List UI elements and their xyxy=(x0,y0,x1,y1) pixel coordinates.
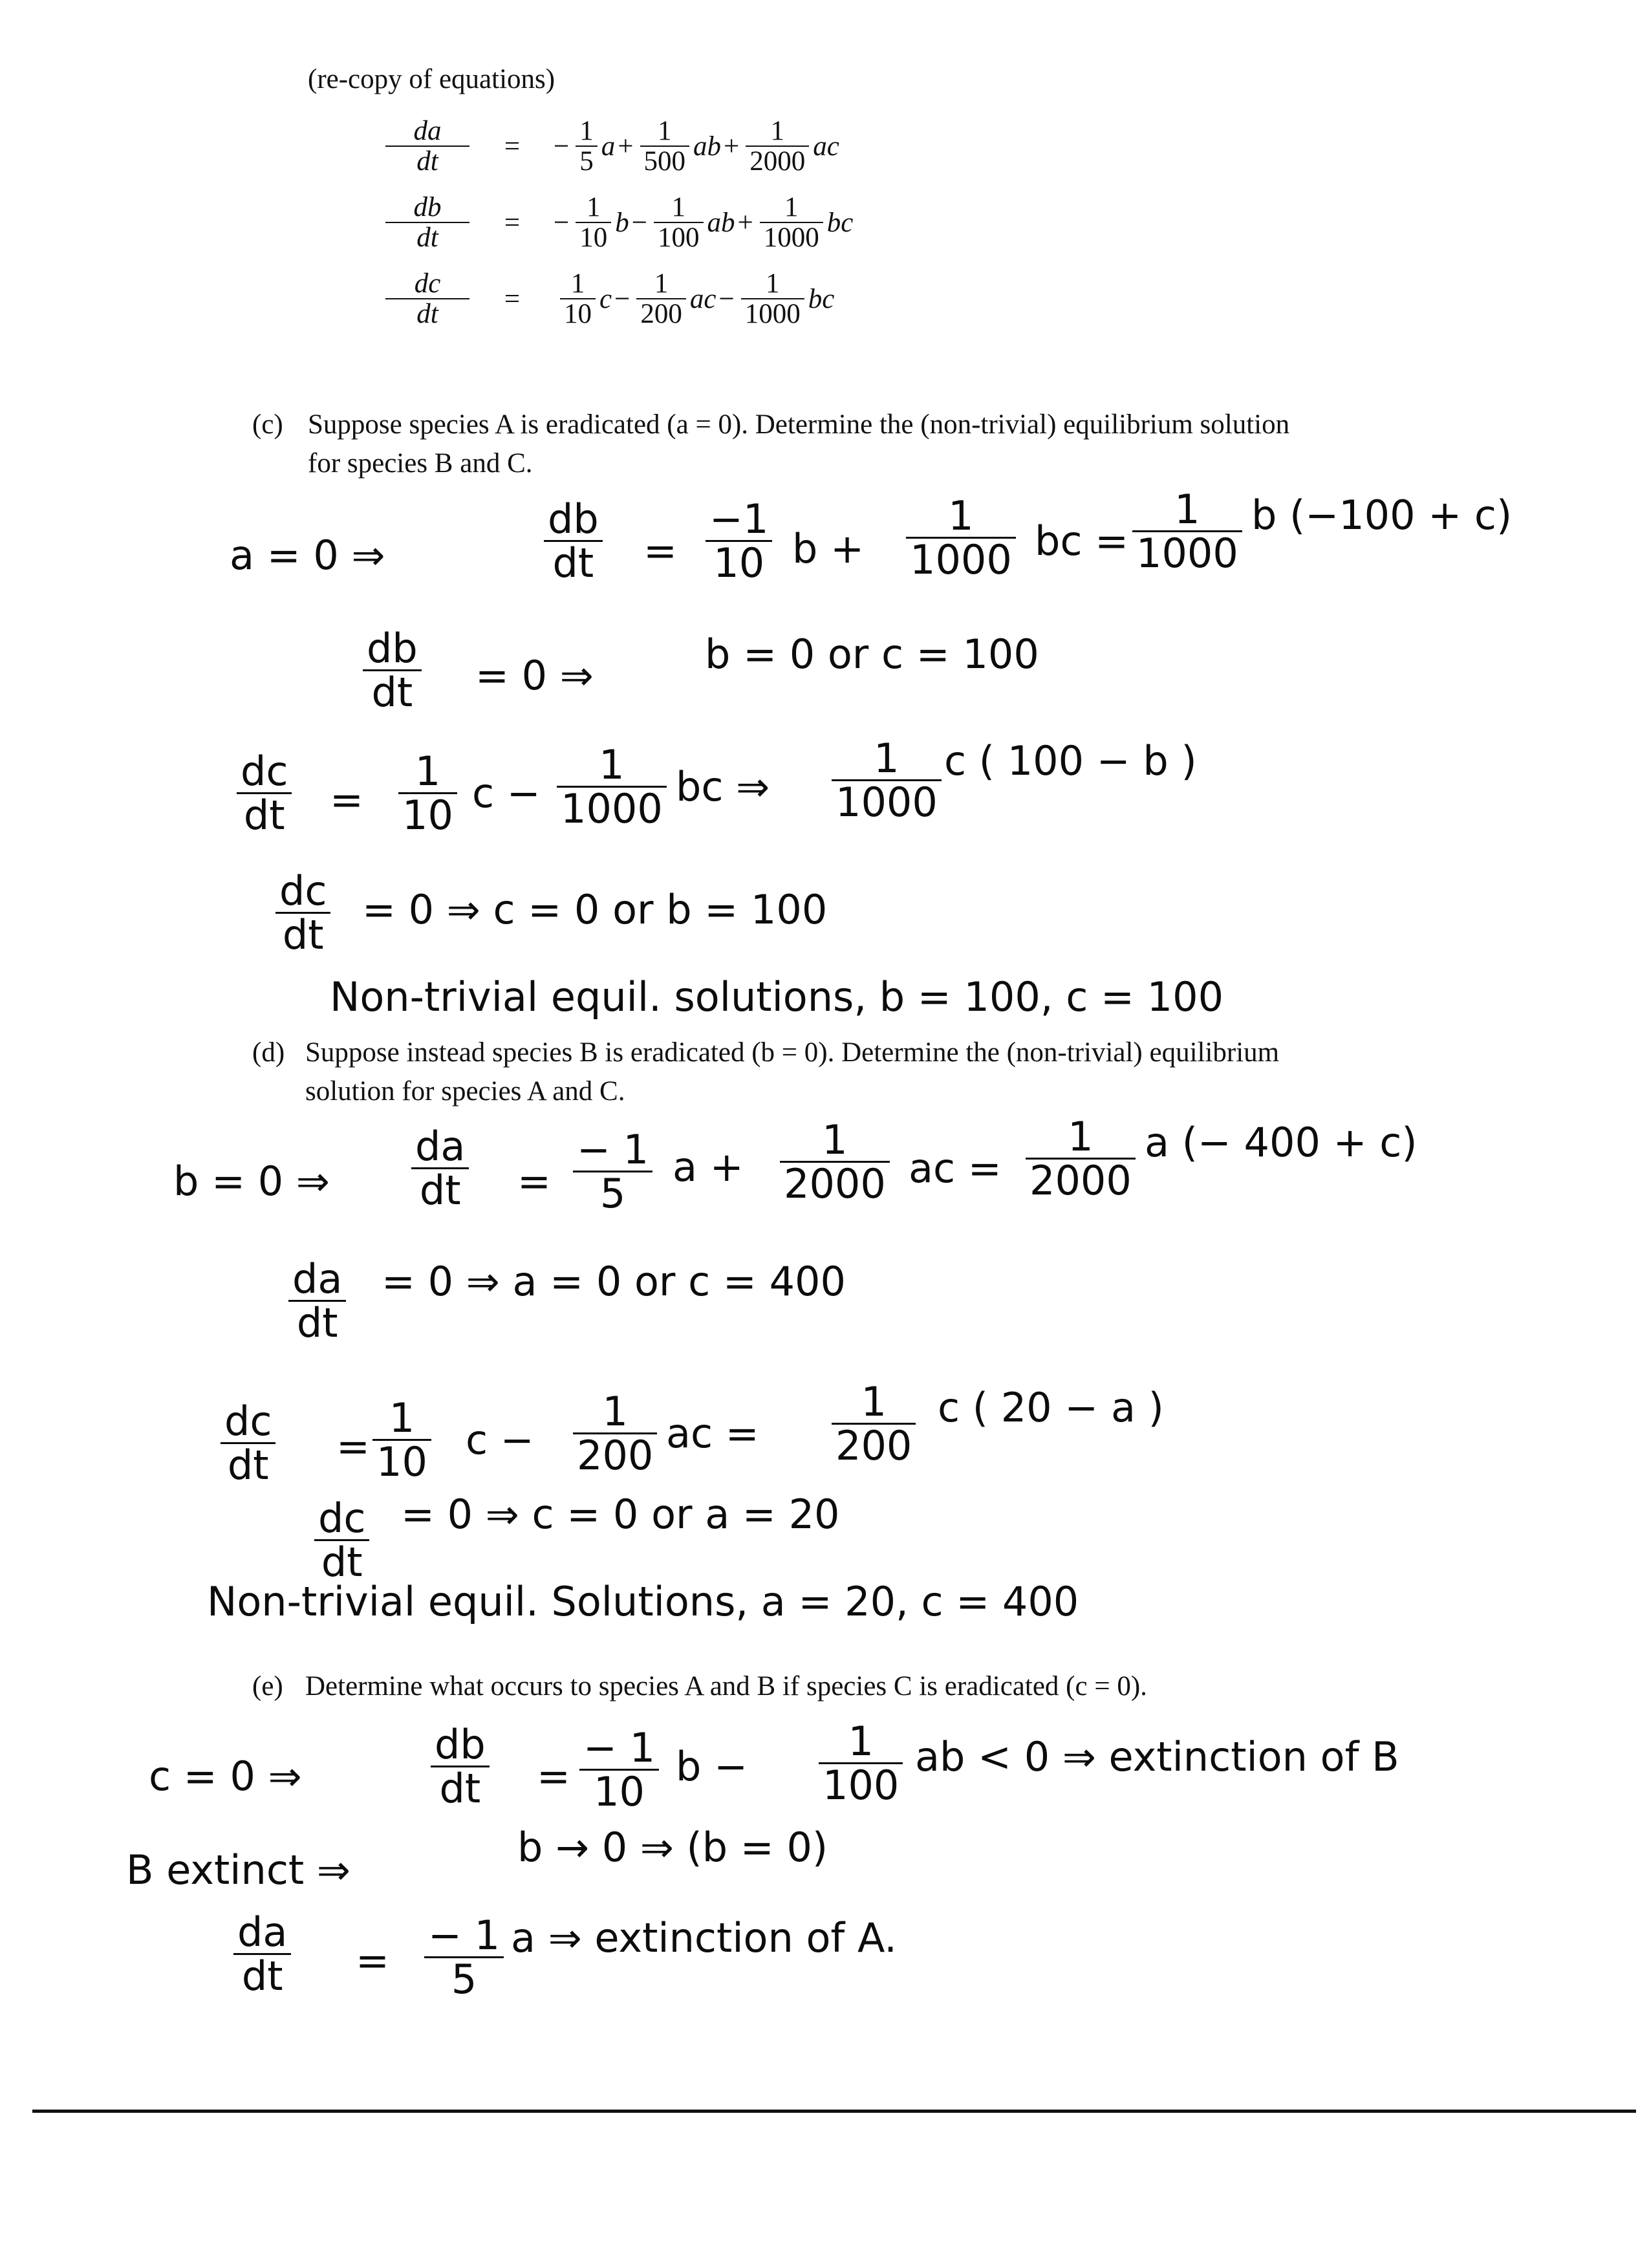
hand-d-ac-eq: ac = xyxy=(909,1145,1002,1192)
hand-d-two-hundredth-2 xyxy=(828,1378,920,1470)
hand-c-dc-dt xyxy=(233,748,296,839)
hand-c-eq-2: = xyxy=(330,776,363,823)
one-numerator-3: 1 xyxy=(398,750,457,794)
dt-denominator: dt xyxy=(552,539,594,587)
dt-denominator-d2: dt xyxy=(296,1299,338,1347)
hand-d-two-thousandth xyxy=(776,1116,894,1208)
hand-c-b-or-c: b = 0 or c = 100 xyxy=(705,631,1039,678)
coefficient-fraction xyxy=(640,116,690,176)
hand-d-c-or-a: = 0 ⇒ c = 0 or a = 20 xyxy=(401,1491,840,1538)
hand-d-eq-2: = xyxy=(336,1423,370,1470)
coefficient-denominator: 100 xyxy=(658,222,700,254)
hand-e-hundredth xyxy=(815,1718,907,1809)
equation-lhs xyxy=(385,116,469,176)
hand-e-eq: = xyxy=(537,1753,570,1800)
hand-c-thousandth xyxy=(902,492,1020,584)
term-operator: + xyxy=(737,207,753,238)
part-c-line2: for species B and C. xyxy=(308,448,533,479)
coefficient-fraction xyxy=(760,193,823,252)
coefficient-denominator: 1000 xyxy=(744,299,801,330)
hand-c-factor: b (−100 + c) xyxy=(1251,491,1513,539)
term-operator: − xyxy=(614,283,630,314)
hand-c-a-zero: a = 0 ⇒ xyxy=(230,532,385,579)
hand-e-c-zero: c = 0 ⇒ xyxy=(149,1753,302,1800)
hand-e-b-to-zero: b → 0 ⇒ (b = 0) xyxy=(517,1824,828,1871)
hand-d-c-minus: c − xyxy=(466,1416,534,1463)
term-operator: − xyxy=(718,283,735,314)
thousand-denominator-2: 1000 xyxy=(1136,530,1238,578)
coefficient-numerator: 1 xyxy=(741,269,804,299)
two-thousand-denominator: 2000 xyxy=(784,1160,886,1208)
hand-d-a-plus: a + xyxy=(673,1143,744,1191)
dt-denominator-d3: dt xyxy=(227,1442,269,1489)
hand-c-c-or-b: = 0 ⇒ c = 0 or b = 100 xyxy=(362,886,828,933)
hand-d-a-or-c: = 0 ⇒ a = 0 or c = 400 xyxy=(382,1258,846,1305)
hand-c-c-minus: c − xyxy=(472,770,541,817)
one-numerator-4: 1 xyxy=(557,744,667,788)
lhs-denominator: dt xyxy=(416,146,438,177)
hand-c-db-dt-2 xyxy=(359,625,426,717)
part-c-label: (c) xyxy=(252,409,283,440)
five-denominator-e: 5 xyxy=(451,1956,477,2003)
one-numerator-d3: 1 xyxy=(372,1397,431,1441)
hand-c-eq: = xyxy=(643,527,677,574)
hand-e-minus-tenth xyxy=(576,1724,663,1816)
coefficient-numerator: 1 xyxy=(654,193,704,223)
one-numerator-d4: 1 xyxy=(573,1390,657,1434)
minus-one-numerator-e2: − 1 xyxy=(424,1914,504,1958)
minus-one-numerator: −1 xyxy=(706,498,772,542)
hand-d-da-dt-2 xyxy=(285,1255,350,1347)
one-numerator-d2: 1 xyxy=(1026,1116,1136,1160)
coefficient-numerator: 1 xyxy=(636,269,686,299)
db-numerator-e: db xyxy=(431,1723,490,1767)
hand-d-ac-eq-2: ac = xyxy=(666,1410,759,1457)
db-numerator: db xyxy=(544,498,603,542)
hand-c-thousandth-2 xyxy=(1128,486,1246,578)
hand-e-minus-fifth xyxy=(420,1912,508,2003)
one-numerator-e: 1 xyxy=(819,1720,903,1764)
hand-d-two-hundredth xyxy=(569,1388,661,1480)
term-operator: − xyxy=(554,207,570,238)
hand-d-da-dt xyxy=(407,1123,473,1215)
part-e-label: (e) xyxy=(252,1671,283,1701)
coefficient-numerator: 1 xyxy=(576,193,611,223)
coefficient-numerator: 1 xyxy=(760,193,823,223)
equation-lhs xyxy=(385,193,469,252)
one-numerator-5: 1 xyxy=(832,737,942,781)
hand-d-c-factor: c ( 20 − a ) xyxy=(938,1384,1164,1431)
term-variable: ac xyxy=(813,131,839,162)
da-numerator-e: da xyxy=(233,1911,291,1955)
hand-c-bc-implies: bc ⇒ xyxy=(676,763,770,810)
hand-e-db-dt xyxy=(427,1721,493,1813)
thousand-denominator: 1000 xyxy=(910,536,1012,584)
ten-denominator-2: 10 xyxy=(402,792,453,839)
equals-sign: = xyxy=(504,283,521,314)
coefficient-denominator: 2000 xyxy=(749,146,806,177)
hand-d-dc-dt xyxy=(217,1398,279,1489)
lhs-numerator: dc xyxy=(385,269,469,299)
term-variable: ac xyxy=(689,283,717,314)
da-numerator-2: da xyxy=(288,1258,346,1302)
lhs-denominator: dt xyxy=(416,299,438,330)
one-numerator: 1 xyxy=(906,495,1016,539)
thousand-denominator-4: 1000 xyxy=(835,779,938,826)
term-variable: ab xyxy=(707,207,735,238)
part-d-line2: solution for species A and C. xyxy=(305,1076,625,1107)
system-equation-2 xyxy=(382,193,853,252)
hand-c-bc-eq: bc = xyxy=(1035,517,1129,565)
two-hundred-denominator-2: 200 xyxy=(835,1422,912,1470)
five-denominator: 5 xyxy=(599,1170,626,1218)
hand-c-minus-tenth xyxy=(702,495,776,587)
hand-c-db-dt xyxy=(540,495,607,587)
coefficient-fraction xyxy=(654,193,704,252)
dc-numerator-2: dc xyxy=(275,870,330,914)
hand-c-zero-implies: = 0 ⇒ xyxy=(475,652,594,699)
coefficient-fraction xyxy=(636,269,686,329)
dc-numerator-d: dc xyxy=(221,1400,275,1444)
coefficient-numerator: 1 xyxy=(560,269,596,299)
dt-denominator-2: dt xyxy=(371,669,413,717)
hand-e-da-dt xyxy=(230,1908,295,2000)
hand-d-minus-fifth xyxy=(569,1126,656,1218)
term-variable: ab xyxy=(693,131,722,162)
hand-d-eq: = xyxy=(517,1158,551,1205)
one-numerator-2: 1 xyxy=(1132,488,1242,532)
hand-c-c-factor: c ( 100 − b ) xyxy=(944,737,1197,784)
equals-sign: = xyxy=(504,131,521,162)
two-hundred-denominator: 200 xyxy=(577,1432,654,1480)
term-operator: + xyxy=(724,131,740,162)
term-operator: + xyxy=(618,131,634,162)
lhs-numerator: db xyxy=(385,193,469,223)
system-equation-1 xyxy=(382,116,839,176)
coefficient-fraction xyxy=(741,269,804,329)
thousand-denominator-3: 1000 xyxy=(561,785,663,833)
system-equation-3 xyxy=(382,269,834,329)
coefficient-numerator: 1 xyxy=(576,116,598,147)
coefficient-fraction xyxy=(576,193,611,252)
hand-d-tenth xyxy=(369,1394,435,1486)
ten-denominator: 10 xyxy=(713,539,765,587)
part-c-line1: Suppose species A is eradicated (a = 0). Determine the (non-trivial) equilibrium solution xyxy=(308,409,1290,440)
minus-one-numerator-e: − 1 xyxy=(579,1727,659,1771)
coefficient-fraction xyxy=(576,116,598,176)
hand-c-tenth xyxy=(394,748,461,839)
hand-e-b-minus: b − xyxy=(676,1743,748,1790)
coefficient-numerator: 1 xyxy=(746,116,809,147)
hand-e-b-extinct: B extinct ⇒ xyxy=(126,1846,350,1894)
hand-c-thousandth-4 xyxy=(828,735,945,826)
two-thousand-denominator-2: 2000 xyxy=(1029,1157,1132,1205)
one-numerator-d5: 1 xyxy=(832,1381,916,1425)
coefficient-denominator: 5 xyxy=(579,146,594,177)
coefficient-fraction xyxy=(746,116,809,176)
recopy-header: (re-copy of equations) xyxy=(308,64,555,94)
dt-denominator-e: dt xyxy=(439,1765,481,1813)
db-numerator-2: db xyxy=(363,627,422,671)
coefficient-fraction xyxy=(560,269,596,329)
minus-one-numerator-d: − 1 xyxy=(573,1129,652,1172)
equation-lhs xyxy=(385,269,469,329)
hand-d-two-thousandth-2 xyxy=(1022,1113,1139,1205)
dt-denominator-4: dt xyxy=(282,911,324,959)
da-numerator: da xyxy=(411,1125,469,1169)
term-variable: bc xyxy=(808,283,835,314)
dt-denominator-d4: dt xyxy=(321,1539,363,1586)
hand-d-b-zero: b = 0 ⇒ xyxy=(173,1158,330,1205)
coefficient-denominator: 500 xyxy=(643,146,686,177)
coefficient-denominator: 10 xyxy=(564,299,592,330)
dc-numerator: dc xyxy=(237,750,292,794)
coefficient-numerator: 1 xyxy=(640,116,690,147)
term-operator: − xyxy=(554,131,570,162)
hand-e-extinction-a: a ⇒ extinction of A. xyxy=(511,1914,897,1961)
coefficient-denominator: 200 xyxy=(640,299,682,330)
hundred-denominator: 100 xyxy=(823,1762,900,1809)
part-e-line1: Determine what occurs to species A and B if species C is eradicated (c = 0). xyxy=(305,1671,1147,1701)
hand-e-ab-extinction-b: ab < 0 ⇒ extinction of B xyxy=(915,1733,1399,1780)
one-numerator-d: 1 xyxy=(780,1119,890,1163)
hand-c-dc-dt-2 xyxy=(272,867,334,959)
hand-d-a-factor: a (− 400 + c) xyxy=(1145,1119,1417,1166)
equals-sign: = xyxy=(504,207,521,238)
lhs-numerator: da xyxy=(385,116,469,147)
lhs-denominator: dt xyxy=(416,222,438,254)
term-variable: c xyxy=(599,283,612,314)
hand-d-summary: Non-trivial equil. Solutions, a = 20, c = 400 xyxy=(207,1578,1079,1625)
term-operator: − xyxy=(631,207,648,238)
ten-denominator-e: 10 xyxy=(594,1768,645,1816)
part-d-line1: Suppose instead species B is eradicated (b = 0). Determine the (non-trivial) equilibrium xyxy=(305,1037,1280,1068)
dt-denominator-3: dt xyxy=(243,792,285,839)
hand-e-eq-2: = xyxy=(356,1937,389,1984)
term-variable: b xyxy=(615,207,629,238)
part-d-label: (d) xyxy=(252,1037,285,1068)
ten-denominator-d: 10 xyxy=(376,1438,427,1486)
page-bottom-rule xyxy=(32,2110,1636,2113)
coefficient-denominator: 1000 xyxy=(763,222,819,254)
hand-d-dc-dt-2 xyxy=(310,1495,373,1586)
coefficient-denominator: 10 xyxy=(579,222,608,254)
dc-numerator-d2: dc xyxy=(314,1497,369,1541)
term-variable: bc xyxy=(826,207,854,238)
term-variable: a xyxy=(601,131,616,162)
dt-denominator-d: dt xyxy=(419,1167,461,1215)
dt-denominator-e2: dt xyxy=(241,1952,283,2000)
hand-c-thousandth-3 xyxy=(553,741,671,833)
hand-c-b-plus: b + xyxy=(792,525,865,572)
hand-c-summary: Non-trivial equil. solutions, b = 100, c = 100 xyxy=(330,973,1224,1021)
